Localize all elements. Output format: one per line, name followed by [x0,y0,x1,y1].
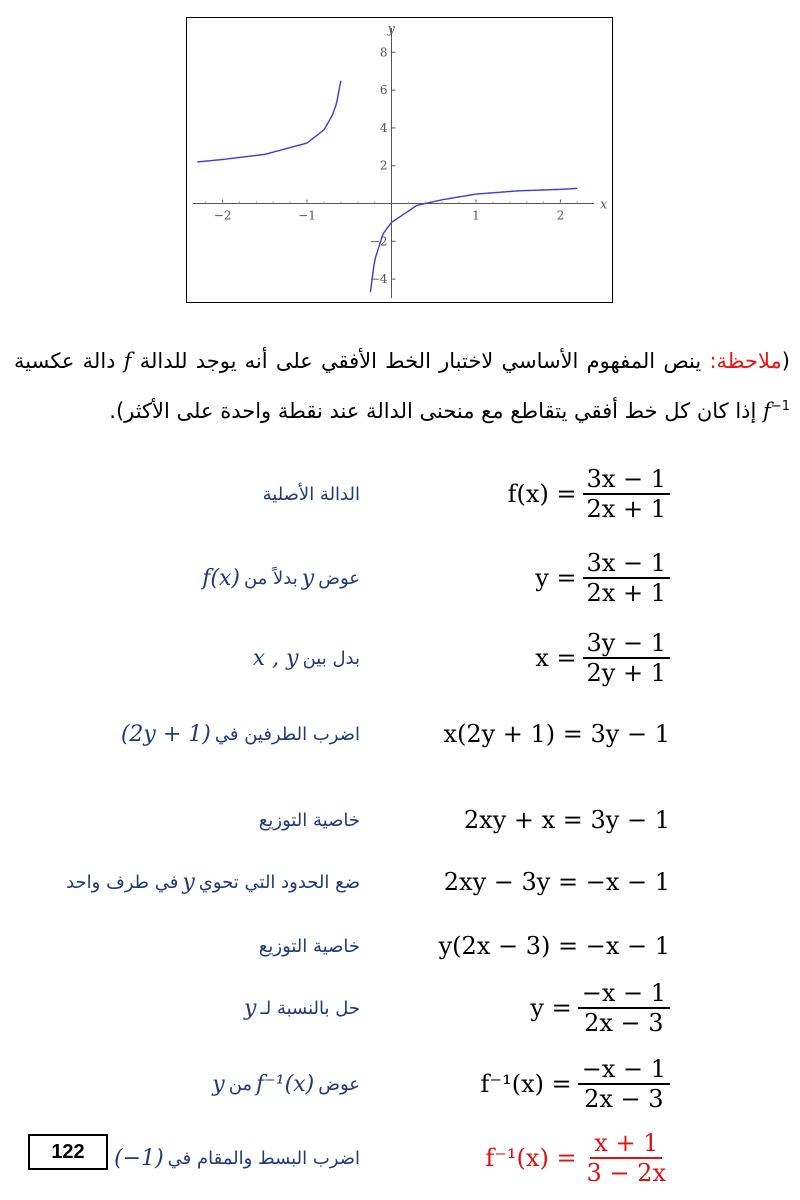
eq8-lhs: y = [530,994,572,1022]
desc-3: بدل بين x , y [252,645,360,671]
x-tick-label: −1 [298,208,316,223]
desc-5: خاصية التوزيع [258,809,360,831]
eq3-fraction [583,629,670,687]
note-line2: إذا كان كل خط أفقي يتقاطع مع منحنى الدالة عند نقطة واحدة على الأكثر). [109,399,757,423]
note-finv-sup: −1 [770,399,790,414]
step-7 [0,916,800,976]
equation-10 [485,1128,670,1188]
eq10-lhs: f⁻¹(x) = [485,1144,577,1172]
x-tick-label: 2 [556,208,565,223]
desc-7: خاصية التوزيع [258,935,360,957]
equation-7: y(2x − 3) = −x − 1 [438,932,670,960]
step-4 [0,704,800,764]
equation-3 [535,628,670,688]
step-10 [0,1128,800,1188]
step-2 [0,548,800,608]
eq3-num: 3y − 1 [583,629,670,659]
desc-10: اضرب البسط والمقام في (−1) [114,1145,360,1171]
x-tick-label: 1 [472,208,480,223]
note-finv: f [763,399,771,423]
eq1-num: 3x − 1 [583,465,670,495]
step-8 [0,978,800,1038]
eq10-num: x + 1 [590,1129,662,1159]
equation-2 [535,548,670,608]
page-number: 122 [28,1134,108,1170]
desc-2: عوض y بدلاً من f(x) [202,565,360,591]
eq8-den: 2x − 3 [584,1009,664,1037]
step-3 [0,628,800,688]
desc-9: عوض f⁻¹(x) من y [212,1071,360,1097]
x-tick-label: −2 [213,208,232,223]
eq9-den: 2x − 3 [584,1085,664,1113]
eq2-den: 2x + 1 [586,579,666,607]
curve-branch-1 [197,81,341,162]
y-tick-label: −4 [369,272,388,287]
step-9 [0,1054,800,1114]
eq2-lhs: y = [535,564,577,592]
eq2-num: 3x − 1 [583,549,670,579]
y-axis-label: y [387,22,395,37]
eq2-fraction [583,549,670,607]
equation-1 [508,464,670,524]
note-paragraph: (ملاحظة: ينص المفهوم الأساسي لاختبار الخط الأفقي على أنه يوجد للدالة f دالة عكسية $f^{-1}$ إذا كان كل خط أفقي يتقاطع مع منحنى الدالة عند نقطة واحدة على الأكثر). [14,349,790,423]
eq8-num: −x − 1 [578,979,670,1009]
y-tick-label: 8 [379,45,388,60]
step-6 [0,852,800,912]
equation-9 [481,1054,670,1114]
equation-4: x(2y + 1) = 3y − 1 [443,720,670,748]
eq8-fraction [578,979,670,1037]
desc-6: ضع الحدود التي تحوي y في طرف واحد [66,869,360,895]
eq9-lhs: f⁻¹(x) = [480,1070,572,1098]
desc-8: حل بالنسبة لـ y [244,995,360,1021]
y-tick-label: 4 [379,120,388,135]
eq3-den: 2y + 1 [586,659,666,687]
step-5 [0,790,800,850]
y-tick-label: 2 [379,158,388,173]
note-line1-end: دالة عكسية [14,349,116,373]
desc-1: الدالة الأصلية [262,483,360,505]
note-f: f [123,349,132,373]
equation-8 [530,978,670,1038]
eq3-lhs: x = [535,644,577,672]
graph-svg [187,18,614,304]
eq9-fraction [578,1055,670,1113]
x-axis-label: x [600,197,608,213]
function-graph [186,17,613,303]
eq1-lhs: f(x) = [507,480,577,508]
note-label: ملاحظة: [709,349,782,373]
step-1 [0,464,800,524]
eq1-fraction [583,465,670,523]
y-tick-label: 6 [379,83,388,98]
eq1-den: 2x + 1 [586,495,666,523]
equation-5: 2xy + x = 3y − 1 [463,806,670,834]
note-line1: ينص المفهوم الأساسي لاختبار الخط الأفقي على أنه يوجد للدالة [139,349,702,373]
y-tick-label: −2 [369,234,388,249]
eq10-den: 3 − 2x [586,1159,666,1187]
equation-6: 2xy − 3y = −x − 1 [443,868,670,896]
desc-4: اضرب الطرفين في (2y + 1) [120,721,360,747]
eq9-num: −x − 1 [578,1055,670,1085]
eq10-fraction [583,1129,670,1187]
